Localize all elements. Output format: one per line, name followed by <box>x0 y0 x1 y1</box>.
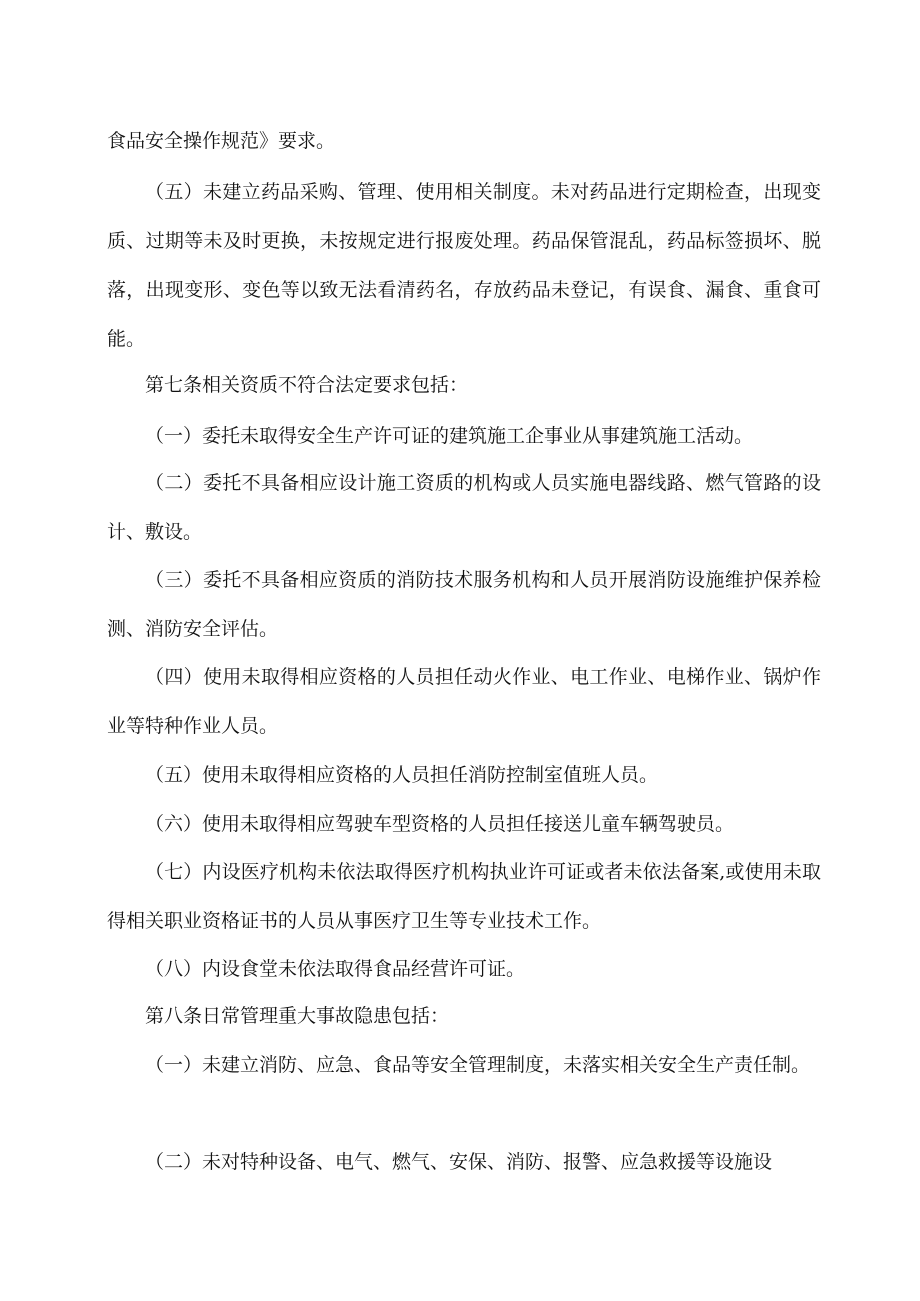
paragraph-article-8-item-2: （二）未对特种设备、电气、燃气、安保、消防、报警、应急救援等设施设 <box>145 1151 773 1173</box>
paragraph-article-7-heading: 第七条相关资质不符合法定要求包括： <box>145 374 469 396</box>
paragraph-article-7-item-7: （七）内设医疗机构未依法取得医疗机构执业许可证或者未依法备案,或使用未取得相关职业资格证书的人员从事医疗卫生等专业技术工作。 <box>107 861 821 932</box>
paragraph-article-7-item-4: （四）使用未取得相应资格的人员担任动火作业、电工作业、电梯作业、锅炉作业等特种作业人员。 <box>107 666 821 737</box>
paragraph-article-7-item-3: （三）委托不具备相应资质的消防技术服务机构和人员开展消防设施维护保养检测、消防安全评估。 <box>107 569 821 640</box>
paragraph-article-7-item-8: （八）内设食堂未依法取得食品经营许可证。 <box>145 958 526 980</box>
paragraph-article-7-item-1: （一）委托未取得安全生产许可证的建筑施工企事业从事建筑施工活动。 <box>145 425 754 447</box>
paragraph-continuation: 食品安全操作规范》要求。 <box>107 130 336 152</box>
paragraph-article-8-item-1: （一）未建立消防、应急、食品等安全管理制度，未落实相关安全生产责任制。 <box>145 1054 811 1076</box>
paragraph-article-7-item-2: （二）委托不具备相应设计施工资质的机构或人员实施电器线路、燃气管路的设计、敷设。 <box>107 472 821 543</box>
paragraph-article-8-heading: 第八条日常管理重大事故隐患包括： <box>145 1005 450 1027</box>
paragraph-article-7-item-6: （六）使用未取得相应驾驶车型资格的人员担任接送儿童车辆驾驶员。 <box>145 813 735 835</box>
paragraph-article-7-item-5: （五）使用未取得相应资格的人员担任消防控制室值班人员。 <box>145 764 659 786</box>
paragraph-item-5-medicine: （五）未建立药品采购、管理、使用相关制度。未对药品进行定期检查，出现变质、过期等未及时更换，未按规定进行报废处理。药品保管混乱，药品标签损坏、脱落，出现变形、变色等以致无法看清药名，存放药品未登记，有误食、漏食、重食可能。 <box>107 181 821 350</box>
